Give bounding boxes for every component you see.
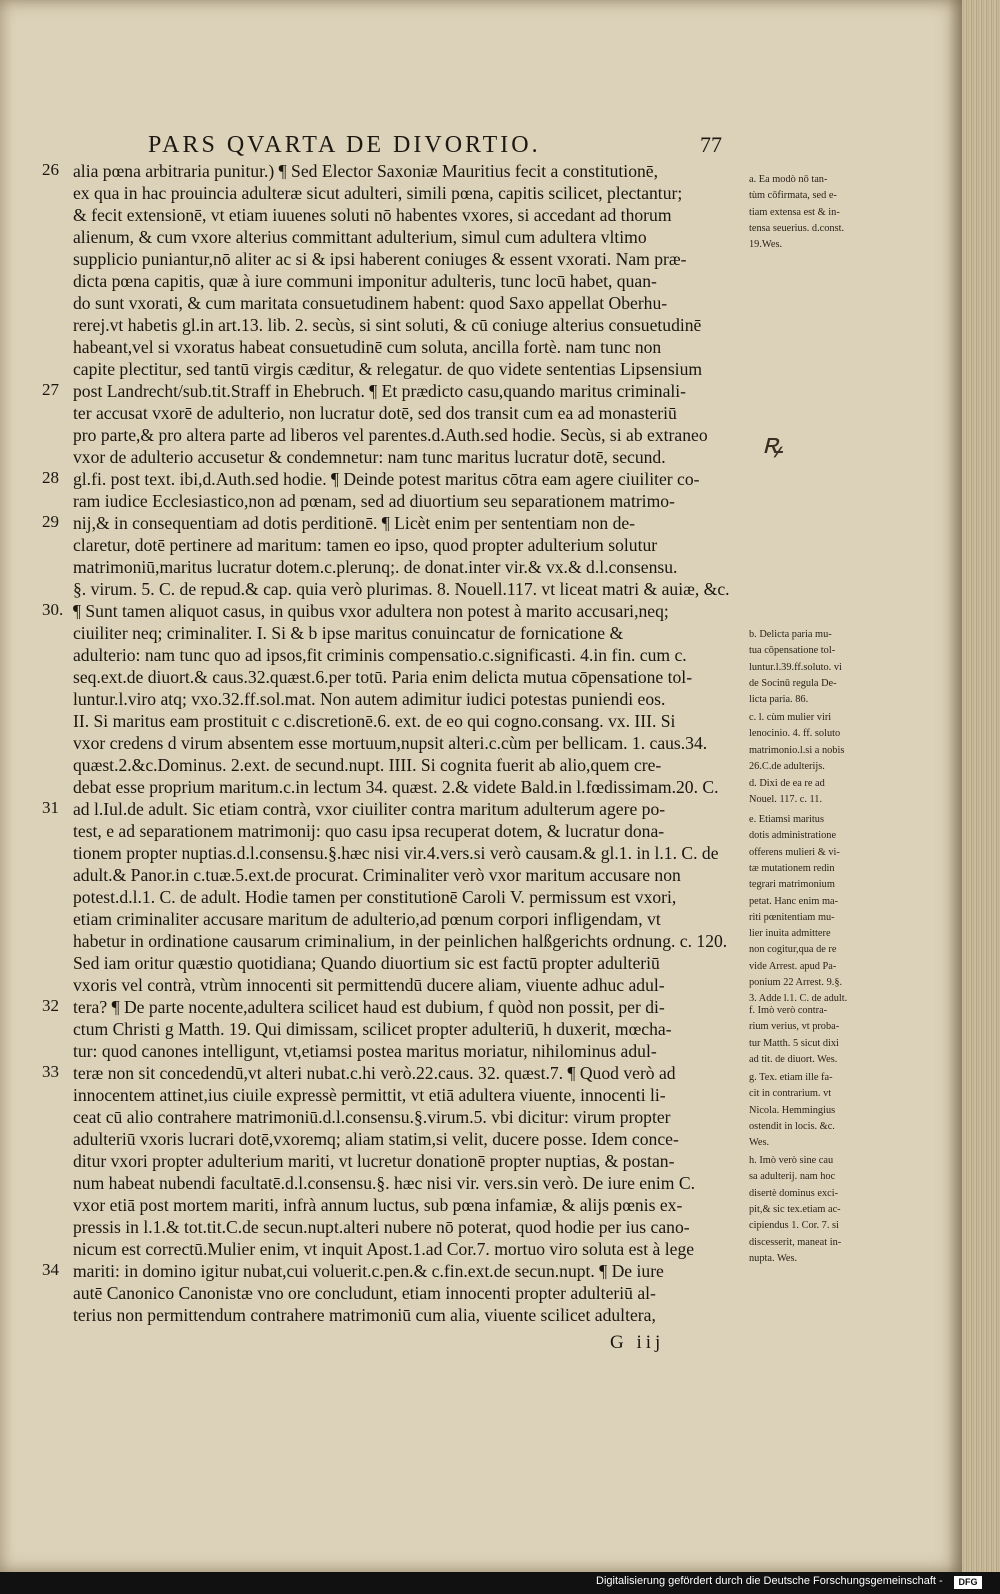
text-line: vxor etiā post mortem mariti, infrà annum luctus, sub pœna infamiæ, & alijs pœnis ex- bbox=[73, 1195, 683, 1215]
margin-note-line: luntur.l.39.ff.soluto. vi bbox=[749, 661, 842, 673]
paragraph-number: 30. bbox=[42, 600, 64, 619]
text-line: claretur, dotē pertinere ad maritum: tamen eo ipso, quod propter adulterium solutur bbox=[73, 535, 658, 555]
margin-note-line: Wes. bbox=[749, 1137, 770, 1149]
text-line: & fecit extensionē, vt etiam iuuenes soluti nō habentes vxores, si accedant ad thorum bbox=[73, 205, 672, 225]
text-line: ad l.Iul.de adult. Sic etiam contrà, vxor ciuiliter contra maritum adulterum agere po- bbox=[73, 799, 666, 819]
margin-note-line: sa adulterij. nam hoc bbox=[749, 1171, 836, 1183]
text-line: rerej.vt habetis gl.in art.13. lib. 2. secùs, si sint soluti, & cū coniuge alterius consuetudinē bbox=[73, 315, 702, 335]
text-line: do sunt vxorati, & cum maritata consuetudinem habent: quod Saxo appellat Oberhu- bbox=[73, 293, 668, 313]
paragraph-number: 31 bbox=[42, 798, 59, 817]
text-line: ¶ Sunt tamen aliquot casus, in quibus vxor adultera non potest à marito accusari,neq; bbox=[73, 601, 669, 621]
margin-note-line: petat. Hanc enim ma- bbox=[749, 895, 839, 907]
text-line: seq.ext.de diuort.& caus.32.quæst.6.per totū. Paria enim delicta mutua cōpensatione tol- bbox=[73, 667, 693, 687]
text-line: debat esse proprium maritum.c.in lectum 34. quæst. 2.& videte Bald.in l.fœdissimam.20. C. bbox=[73, 777, 719, 797]
text-line: num habeat nubendi facultatē.d.l.consensu.§. hæc nisi vir. vers.sin verò. De iure enim C. bbox=[73, 1173, 695, 1193]
paragraph-number: 34 bbox=[42, 1260, 59, 1279]
text-line: ex qua in hac prouincia adulteræ sicut adulteri, simili pœna, capitis scilicet, plectantur; bbox=[73, 183, 683, 203]
margin-note-line: Nicola. Hemmingius bbox=[749, 1104, 836, 1116]
text-line: potest.d.l.1. C. de adult. Hodie tamen per constitutionē Caroli V. permissum est vxori, bbox=[73, 887, 677, 907]
paragraph-number: 32 bbox=[42, 996, 59, 1015]
text-line: etiam criminaliter accusare maritum de adulterio,ad pœnum corpori infligendam, vt bbox=[73, 909, 661, 929]
text-line: innocentem attinet,ius ciuile expressè permittit, vt etiā adultera viuente, innocenti li- bbox=[73, 1085, 666, 1105]
margin-note-line: cit in contrarium. vt bbox=[749, 1088, 832, 1100]
margin-note-line: g. Tex. etiam ille fa- bbox=[749, 1072, 833, 1083]
margin-note-line: e. Etiamsi maritus bbox=[749, 814, 824, 825]
margin-note-line: vide Arrest. apud Pa- bbox=[749, 960, 837, 972]
paragraph-number: 26 bbox=[42, 160, 59, 179]
margin-note-line: rium verius, vt proba- bbox=[749, 1021, 840, 1033]
footer-credit: Digitalisierung gefördert durch die Deutsche Forschungsgemeinschaft - bbox=[596, 1575, 943, 1587]
margin-note-line: d. Dixi de ea re ad bbox=[749, 778, 825, 789]
text-line: quæst.2.&c.Dominus. 2.ext. de secund.nupt. IIII. Si cognita fuerit ab alio,quem cre- bbox=[73, 755, 662, 775]
text-line: ciuiliter neq; criminaliter. I. Si & b ipse maritus conuincatur de fornicatione & bbox=[73, 623, 624, 643]
margin-note-line: b. Delicta paria mu- bbox=[749, 629, 832, 640]
text-line: tionem propter nuptias.d.l.consensu.§.hæc nisi vir.4.vers.si verò causam.& gl.1. in l.1. C. de bbox=[73, 843, 719, 863]
text-line: vxoris vel contrà, vtrùm innocenti sit permittendū ducere aliam, viuente adhuc adul- bbox=[73, 975, 665, 995]
page-edges bbox=[962, 0, 1000, 1572]
text-line: pressis in l.1.& tot.tit.C.de secun.nupt.alteri nubere nō poterat, quod hodie per ius cano- bbox=[73, 1217, 690, 1237]
margin-note-line: 3. Adde l.1. C. de adult. bbox=[749, 993, 848, 1005]
text-line: alienum, & cum vxore alterius committant adulterium, simul cum adultera vltimo bbox=[73, 227, 647, 247]
text-line: gl.fi. post text. ibi,d.Auth.sed hodie. ¶ Deinde potest maritus cōtra eam agere ciuiliter co- bbox=[73, 469, 700, 489]
text-line: habetur in ordinatione causarum criminalium, in der peinlichen halßgerichts ordnung. c. 120. bbox=[73, 931, 728, 951]
signature-mark: G iij bbox=[610, 1332, 665, 1353]
margin-note-line: f. Imò verò contra- bbox=[749, 1005, 828, 1016]
margin-note-line: tegrari matrimonium bbox=[749, 879, 835, 891]
margin-note-line: tiam extensa est & in- bbox=[749, 206, 840, 218]
text-line: tur: quod canones intelligunt, vt,etiamsi postea maritus moriatur, nihilominus adul- bbox=[73, 1041, 657, 1061]
text-line: matrimoniū,maritus lucratur dotem.c.plerunq;. de donat.inter vir.& vx.& d.l.consensu. bbox=[73, 557, 678, 577]
margin-note-line: lier inuita admittere bbox=[749, 928, 831, 940]
text-line: nij,& in consequentiam ad dotis perditionē. ¶ Licèt enim per sententiam non de- bbox=[73, 513, 636, 533]
margin-note-line: tùm cōfirmata, sed e- bbox=[749, 190, 837, 202]
paragraph-number: 33 bbox=[42, 1062, 59, 1081]
text-line: adult.& Panor.in c.tuæ.5.ext.de procurat. Criminaliter verò vxor maritum accusare non bbox=[73, 865, 681, 885]
margin-note-line: riti pœnitentiam mu- bbox=[749, 911, 835, 923]
margin-note-line: c. l. cùm mulier viri bbox=[749, 712, 832, 723]
dfg-logo: DFG bbox=[954, 1576, 982, 1589]
margin-note-line: ponium 22 Arrest. 9.§. bbox=[749, 977, 843, 988]
margin-note-line: ostendit in locis. &c. bbox=[749, 1120, 835, 1132]
text-line: ceat cū alio contrahere matrimoniū.d.l.consensu.§.virum.5. vbi dicitur: virum propter bbox=[73, 1107, 671, 1127]
margin-note-line: dotis administratione bbox=[749, 830, 837, 842]
margin-note-line: tua cōpensatione tol- bbox=[749, 645, 836, 657]
paragraph-number: 29 bbox=[42, 512, 59, 531]
text-line: ram iudice Ecclesiastico,non ad pœnam, sed ad diuortium seu separationem matrimo- bbox=[73, 491, 675, 511]
margin-note-line: tæ mutationem redin bbox=[749, 862, 835, 874]
text-line: vxor de adulterio accusetur & condemnetur: nam tunc maritus lucratur dotē, secund. bbox=[73, 447, 666, 467]
text-line: terius non permittendum contrahere matrimoniū cum alia, viuente scilicet adultera, bbox=[73, 1305, 656, 1325]
text-line: nicum est correctū.Mulier enim, vt inquit Apost.1.ad Cor.7. mortuo viro soluta est à lege bbox=[73, 1239, 695, 1259]
text-line: Sed iam oritur quæstio quotidiana; Quando diuortium sic est factū propter adulteriū bbox=[73, 953, 660, 973]
margin-symbol: ꝶ bbox=[762, 429, 784, 460]
margin-note-line: offerens mulieri & vi- bbox=[749, 846, 840, 858]
margin-note-line: nupta. Wes. bbox=[749, 1252, 798, 1264]
margin-note-line: 26.C.de adulterijs. bbox=[749, 760, 825, 772]
margin-note-line: ad tit. de diuort. Wes. bbox=[749, 1053, 838, 1065]
paragraph-number: 27 bbox=[42, 380, 59, 399]
text-line: II. Si maritus eam prostituit c c.discretionē.6. ext. de eo qui cogno.consang. vx. III. Si bbox=[73, 711, 676, 731]
text-line: dicta pœna capitis, quæ à iure communi imponitur adulteris, tunc locū habet, quan- bbox=[73, 271, 657, 291]
page-number: 77 bbox=[700, 132, 722, 157]
text-line: tera? ¶ De parte nocente,adultera scilicet haud est dubium, f quòd non possit, per di- bbox=[73, 997, 665, 1017]
text-line: ditur vxori propter adulterium mariti, vt lucretur donationē propter nuptias, & postan- bbox=[73, 1151, 675, 1171]
text-line: ctum Christi g Matth. 19. Qui dimissam, scilicet propter adulteriū, h duxerit, mœcha- bbox=[73, 1019, 672, 1039]
text-line: §. virum. 5. C. de repud.& cap. quia verò plurimas. 8. Nouell.117. vt liceat matri & auiæ, &c. bbox=[73, 579, 730, 599]
text-line: luntur.l.viro atq; vxo.32.ff.sol.mat. Non autem adimitur iudici potestas puniendi eos. bbox=[73, 689, 666, 709]
text-line: adulteriū vxoris lucrari dotē,vxoremq; aliam statim,si velit, ducere posse. Idem conce- bbox=[73, 1129, 679, 1149]
text-line: test, e ad separationem matrimonij: quo casu ipsa recuperat dotem, & lucratur dona- bbox=[73, 821, 665, 841]
margin-note-line: licta paria. 86. bbox=[749, 694, 809, 706]
paragraph-number: 28 bbox=[42, 468, 59, 487]
margin-note-line: discesserit, maneat in- bbox=[749, 1236, 842, 1248]
margin-note-line: lenocinio. 4. ff. soluto bbox=[749, 728, 841, 740]
margin-note-line: cipiendus 1. Cor. 7. si bbox=[749, 1220, 839, 1232]
text-line: supplicio puniantur,nō aliter ac si & ipsi haberent coniuges & essent vxorati. Nam præ- bbox=[73, 249, 687, 269]
margin-note-line: Nouel. 117. c. 11. bbox=[749, 794, 823, 806]
text-line: post Landrecht/sub.tit.Straff in Ehebruch. ¶ Et prædicto casu,quando maritus criminali- bbox=[73, 381, 687, 401]
margin-note-line: pit,& sic tex.etiam ac- bbox=[749, 1203, 841, 1215]
text-line: pro parte,& pro altera parte ad liberos vel parentes.d.Auth.sed hodie. Secùs, si ab extraneo bbox=[73, 425, 708, 445]
text-line: mariti: in domino igitur nubat,cui voluerit.c.pen.& c.fin.ext.de secun.nupt. ¶ De iure bbox=[73, 1261, 664, 1281]
running-title: PARS QVARTA DE DIVORTIO. bbox=[148, 132, 541, 158]
margin-note-line: matrimonio.l.si a nobis bbox=[749, 744, 845, 756]
text-line: teræ non sit concedendū,vt alteri nubat.c.hi verò.22.caus. 32. quæst.7. ¶ Quod verò ad bbox=[73, 1063, 676, 1083]
margin-note-line: a. Ea modò nō tan- bbox=[749, 174, 828, 185]
text-line: habeant,vel si vxoratus habeat consuetudinē cum soluta, ancilla fortè. nam tunc non bbox=[73, 337, 662, 357]
margin-note-line: tur Matth. 5 sicut dixi bbox=[749, 1037, 839, 1049]
text-line: ter accusat vxorē de adulterio, non lucratur dotē, sed dos transit cum ea ad monasteriū bbox=[73, 403, 677, 423]
margin-note-line: h. Imò verò sine cau bbox=[749, 1155, 834, 1166]
text-line: alia pœna arbitraria punitur.) ¶ Sed Elector Saxoniæ Mauritius fecit a constitutionē, bbox=[73, 161, 658, 181]
margin-note-line: 19.Wes. bbox=[749, 239, 783, 251]
margin-note-line: disertè dominus exci- bbox=[749, 1187, 839, 1199]
text-line: autē Canonico Canonistæ vno ore concludunt, etiam innocenti propter adulteriū al- bbox=[73, 1283, 656, 1303]
text-line: capite plectitur, sed tantū virgis cæditur, & relegatur. de quo videte sententias Lipsensium bbox=[73, 359, 703, 379]
text-line: vxor credens d virum absentem esse mortuum,nupsit alteri.c.cùm per bellicam. 1. caus.34. bbox=[73, 733, 708, 753]
margin-note-line: tensa seuerius. d.const. bbox=[749, 222, 845, 234]
margin-note-line: non cogitur,qua de re bbox=[749, 944, 837, 956]
text-line: adulterio: nam tunc quo ad ipsos,fit criminis compensatio.c.significasti. 4.in fin. cum c. bbox=[73, 645, 687, 665]
margin-note-line: de Socinū regula De- bbox=[749, 677, 837, 689]
